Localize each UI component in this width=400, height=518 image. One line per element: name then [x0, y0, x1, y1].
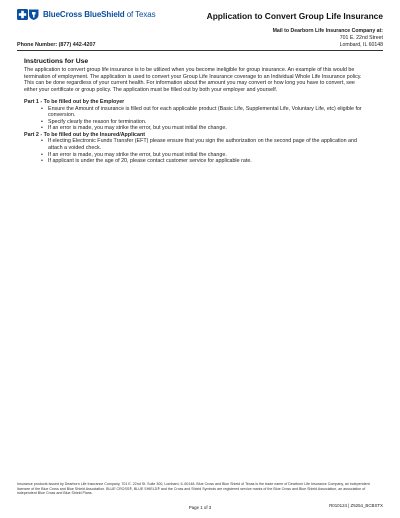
form-code: R010124 | Z5254_BCBSTX [329, 503, 383, 508]
cross-shield-icon [17, 9, 39, 20]
footer-disclaimer: Insurance products issued by Dearborn Life Insurance Company, 701 E. 22nd St. Suite 300, Lombard, IL 60148. Blue Cross and Blue Shield of Texas is the trade name of Dearborn Life Insurance Company, an independent licensee of the Blue Cross and Blue Shield Association. BLUE CROSS®, BLUE SHIELD® and the Cross and Shield Symbols are registered service marks of the Blue Cross and Blue Shield Association, an association of independent Blue Cross and Blue Shield Plans. [17, 482, 370, 496]
list-item: • If applicant is under the age of 20, please contact customer service for applicable rate. [48, 158, 367, 165]
brand-name: BlueCross BlueShield of Texas [43, 10, 156, 19]
mail-city: Lombard, IL 60148 [339, 42, 383, 48]
header-divider [17, 50, 383, 51]
part2-title: Part 2 - To be filled out by the Insured/Applicant [24, 131, 146, 138]
part1-list [24, 106, 367, 132]
mail-street: 701 E. 22nd Street [339, 35, 383, 41]
mailing-address [273, 28, 383, 49]
part1-title: Part 1 - To be filled out by the Employer [24, 99, 125, 106]
instructions-section [24, 58, 367, 165]
page-number: Page 1 of 3 [188, 505, 212, 510]
list-item: • Specify clearly the reason for termination. [48, 119, 367, 126]
list-item: • If an error is made, you may strike the error, but you must initial the change. [48, 125, 367, 132]
list-item: • Ensure the Amount of insurance is filled out for each applicable product (Basic Life, Supplemental Life, Voluntary Life, etc) eligible for conversion. [48, 106, 367, 119]
list-item: • If an error is made, you may strike the error, but you must initial the change. [48, 152, 367, 159]
instructions-intro: The application to convert group life insurance is to be utilized when you become ineligible for group insurance. An example of this would be termination of employment. The application is used to convert your Group Life Insurance coverage to an Individual Whole Life Insurance policy. This can be done regardless of your current health. For information about the amount you may convert or how long you have to convert, see either your certificate or group policy. The application must be filled out by both your employer and yourself. [24, 67, 362, 93]
form-title: Application to Convert Group Life Insurance [206, 11, 383, 21]
phone-number: Phone Number: (877) 442-4207 [17, 42, 96, 48]
instructions-heading: Instructions for Use [24, 58, 89, 65]
part2-list [24, 138, 367, 164]
list-item: • If electing Electronic Funds Transfer (EFT) please ensure that you sign the authorization on the second page of the application and attach a voided check. [48, 138, 367, 151]
bcbs-logo [17, 9, 156, 20]
mail-heading: Mail to Dearborn Life Insurance Company at: [272, 28, 383, 34]
